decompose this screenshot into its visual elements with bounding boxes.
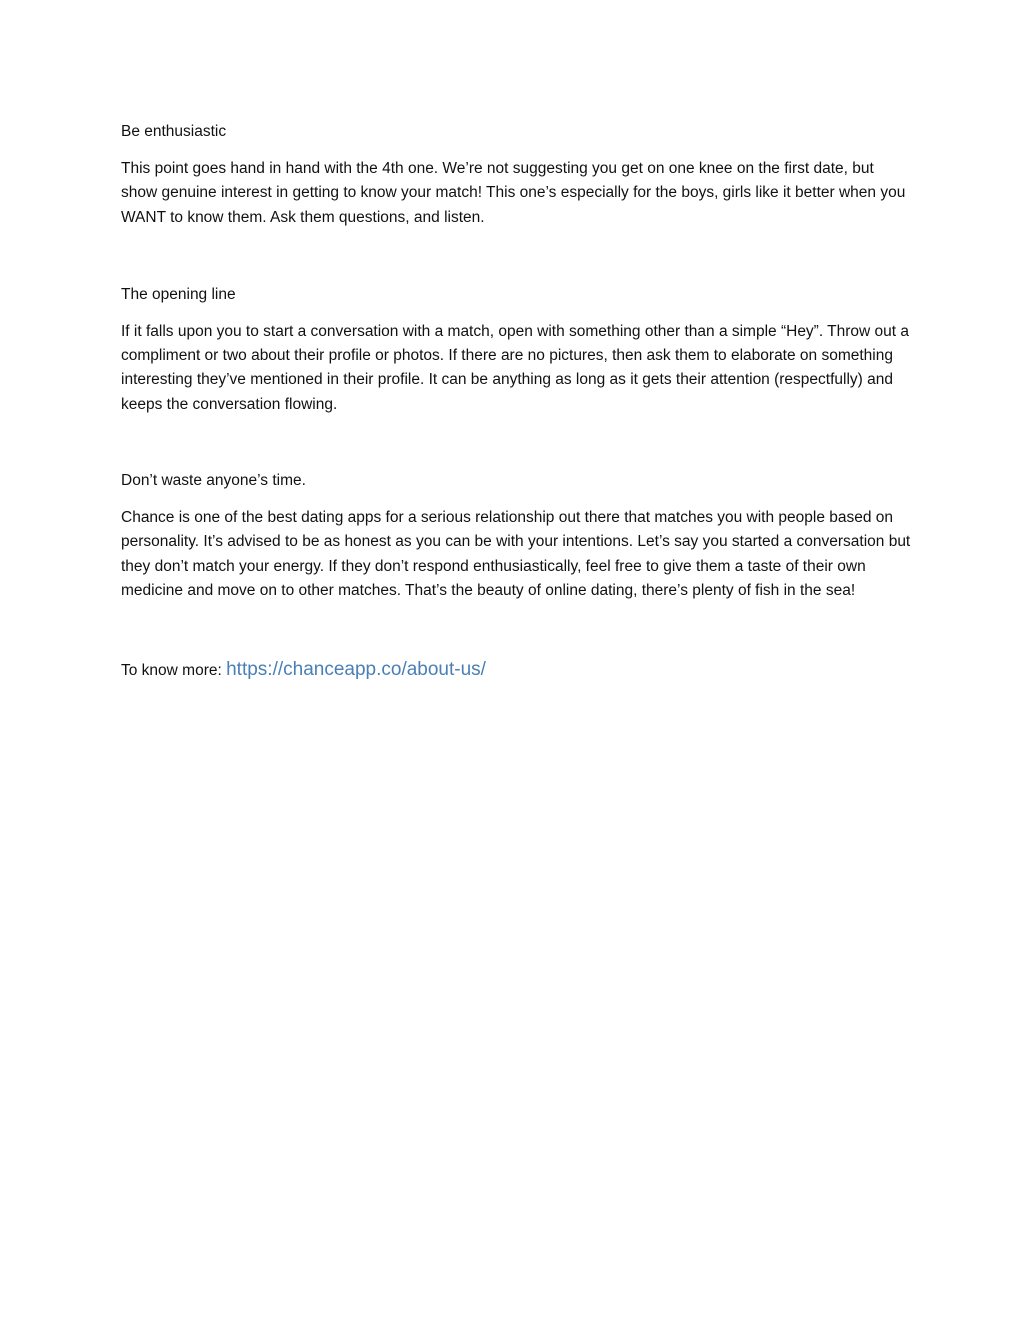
about-us-link[interactable]: https://chanceapp.co/about-us/	[226, 659, 486, 681]
spacer	[121, 230, 911, 283]
section-body-be-enthusiastic: This point goes hand in hand with the 4th one. We’re not suggesting you get on one knee on the first date, but show genuine interest in getting to know your match! This one’s especially for the boys, girls like it better when you WANT to know them. Ask them questions, and listen.	[121, 160, 906, 226]
know-more-line	[121, 657, 911, 684]
section-body-dont-waste-time: Chance is one of the best dating apps for a serious relationship out there that matches you with people based on personality. It’s advised to be as honest as you can be with your intentions. Let’s say you started a conversation but they don’t match your energy. If they don’t respond enthusiastically, feel free to give them a taste of their own medicine and move on to other matches. That’s the beauty of online dating, there’s plenty of fish in the sea!	[121, 509, 911, 599]
spacer	[121, 603, 911, 657]
section-heading-be-enthusiastic: Be enthusiastic	[121, 123, 227, 140]
section-heading-opening-line: The opening line	[121, 285, 236, 303]
document-content	[121, 120, 911, 684]
section-body-opening-line: If it falls upon you to start a conversation with a match, open with something other than a simple “Hey”. Throw out a compliment or two about their profile or photos. If there are no pictures, then ask them to elaborate on something interesting they’ve mentioned in their profile. It can be anything as long as it gets their attention (respectfully) and keeps the conversation flowing.	[121, 322, 910, 413]
spacer	[121, 417, 911, 469]
know-more-label: To know more:	[121, 662, 227, 680]
section-heading-dont-waste-time: Don’t waste anyone’s time.	[121, 472, 306, 490]
